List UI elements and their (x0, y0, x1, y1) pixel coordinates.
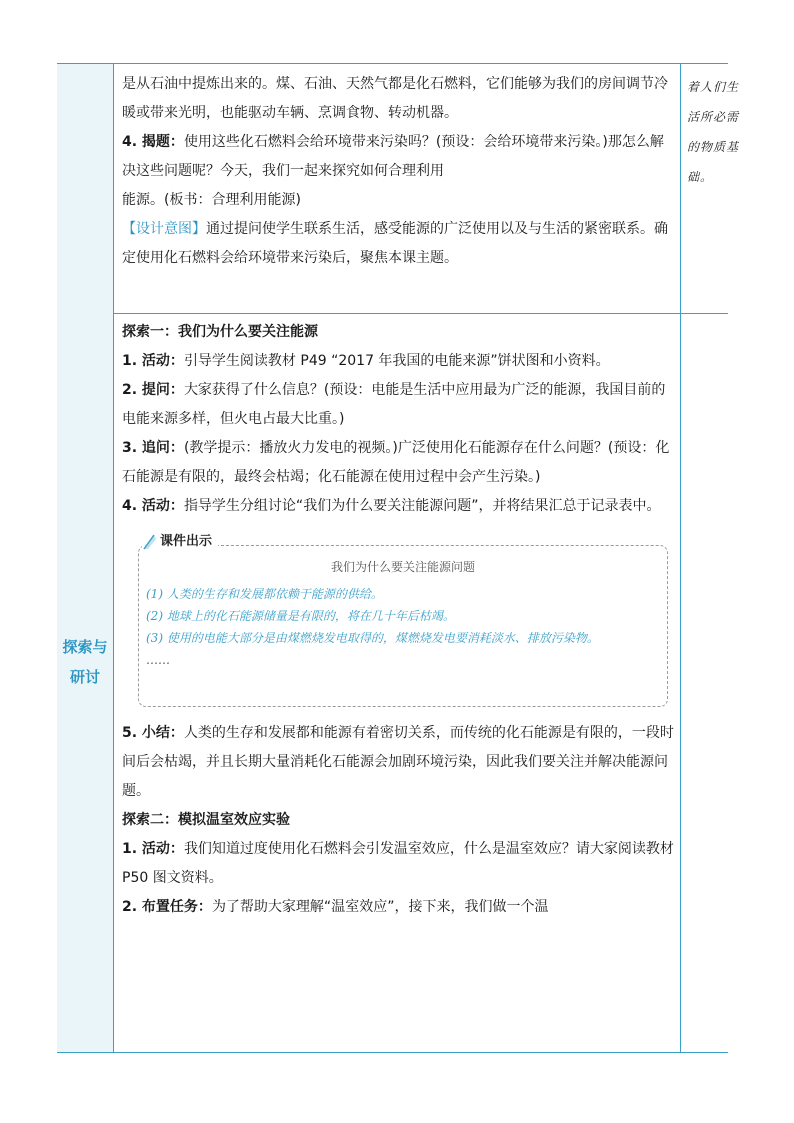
item-label: 1. 活动： (122, 353, 184, 369)
content-cell (114, 64, 681, 313)
design-intent-label: 【设计意图】 (122, 221, 206, 237)
item-text: 指导学生分组讨论“我们为什么要关注能源问题”，并将结果汇总于记录表中。 (183, 498, 661, 514)
item-label: 2. 布置任务： (122, 899, 212, 915)
item-text: 人类的生存和发展都和能源有着密切关系，而传统的化石能源是有限的，一段时间后会枯竭，并且长期大量消耗化石能源会加剧环境污染，因此我们要关注并解决能源问题。 (122, 725, 674, 799)
stage-label: 探索与研讨 (62, 638, 108, 686)
table-row-explore (57, 312, 728, 1053)
item-text: 大家获得了什么信息？(预设：电能是生活中应用最为广泛的能源，我国目前的电能来源多样，但火电占最大比重。) (122, 382, 666, 427)
list-item (122, 347, 674, 376)
item-label: 5. 小结： (122, 725, 184, 741)
card-ellipsis: …… (146, 653, 170, 667)
card-line: (2) 地球上的化石能源储量是有限的，将在几十年后枯竭。 (146, 609, 455, 623)
item-label: 4. 活动： (122, 498, 184, 514)
content-text (122, 70, 674, 273)
list-item (122, 376, 674, 434)
list-item (122, 492, 674, 521)
list-item (122, 719, 674, 806)
list-item (122, 835, 674, 893)
explore-one-title: 探索一：我们为什么要关注能源 (122, 324, 318, 340)
note-cell (681, 64, 740, 313)
paragraph-reveal (122, 128, 674, 186)
content-text (122, 318, 674, 922)
content-cell (114, 312, 681, 1052)
card-line: (3) 使用的电能大部分是由煤燃烧发电取得的，煤燃烧发电要消耗淡水、排放污染物。 (146, 631, 599, 645)
stage-cell (57, 64, 114, 313)
note-cell (681, 312, 728, 1052)
item-label: 2. 提问： (122, 382, 184, 398)
list-item (122, 893, 674, 922)
item-label: 1. 活动： (122, 841, 184, 857)
item-text: 我们知道过度使用化石燃料会引发温室效应，什么是温室效应？请大家阅读教材 P50 图文资料。 (122, 841, 674, 886)
tab-leaf-icon (142, 533, 158, 551)
lesson-plan-table (57, 63, 740, 1052)
item-label: 3. 追问： (122, 440, 184, 456)
item-text: (教学提示：播放火力发电的视频。)广泛使用化石能源存在什么问题？(预设：化石能源是有限的，最终会枯竭；化石能源在使用过程中会产生污染。) (122, 440, 670, 485)
card-tab (142, 531, 218, 553)
reveal-label: 4. 揭题： (122, 134, 184, 150)
explore-two-title: 探索二：模拟温室效应实验 (122, 812, 290, 828)
card-tab-label: 课件出示 (160, 534, 213, 549)
courseware-card (138, 531, 668, 707)
margin-note: 着人们生活所必需的物质基础。 (687, 80, 740, 184)
card-line: (1) 人类的生存和发展都依赖于能源的供给。 (146, 587, 383, 601)
card-title: 我们为什么要关注能源问题 (330, 560, 475, 574)
list-item (122, 434, 674, 492)
reveal-text: 使用这些化石燃料会给环境带来污染吗？(预设：会给环境带来污染。)那怎么解决这些问题呢？今天，我们一起来探究如何合理利用 (122, 134, 664, 179)
paragraph-design-intent (122, 215, 674, 273)
design-intent-text: 通过提问使学生联系生活，感受能源的广泛使用以及与生活的紧密联系。确定使用化石燃料会给环境带来污染后，聚焦本课主题。 (122, 221, 668, 266)
item-text: 为了帮助大家理解“温室效应”，接下来，我们做一个温 (211, 899, 549, 915)
paragraph-board: 能源。(板书：合理利用能源) (122, 192, 301, 208)
table-row-intro (57, 63, 740, 314)
stage-cell (57, 312, 114, 1052)
item-text: 引导学生阅读教材 P49 “2017 年我国的电能来源”饼状图和小资料。 (183, 353, 610, 369)
paragraph-fuels: 是从石油中提炼出来的。煤、石油、天然气都是化石燃料，它们能够为我们的房间调节冷暖或带来光明，也能驱动车辆、烹调食物、转动机器。 (122, 76, 668, 121)
card-lines (146, 583, 660, 671)
